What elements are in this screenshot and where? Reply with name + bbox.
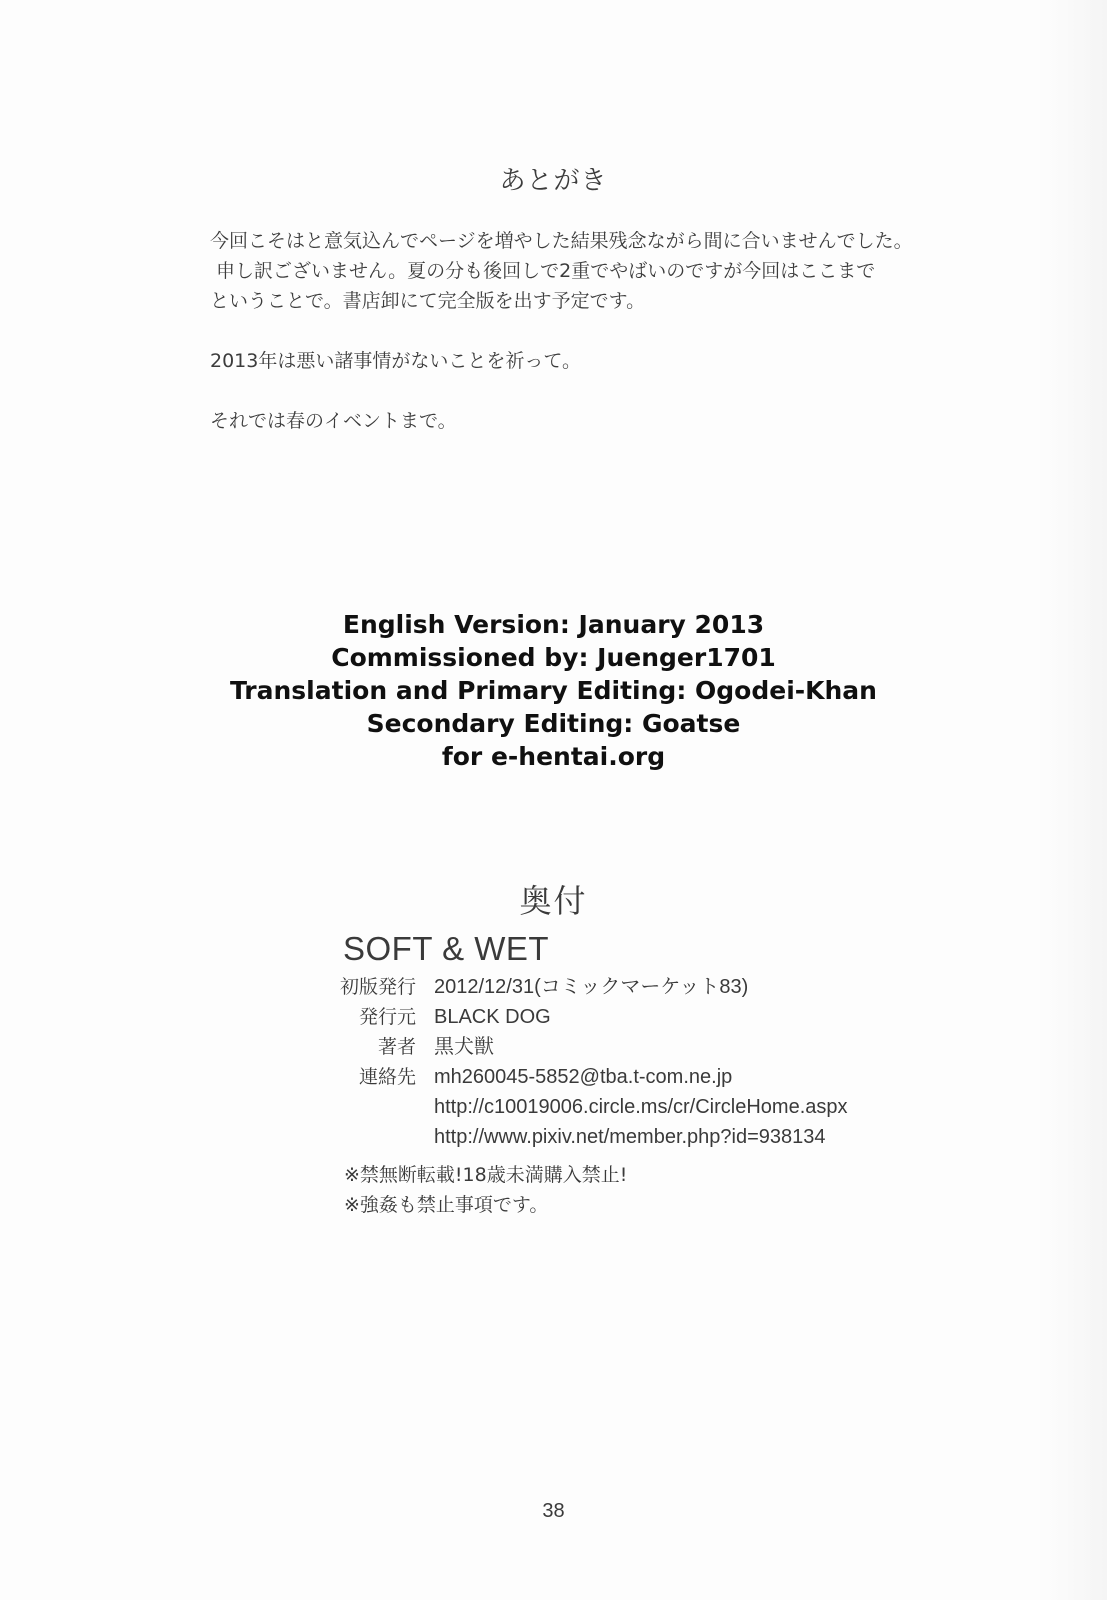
credit-line: for e-hentai.org bbox=[441, 742, 666, 771]
info-row-contact bbox=[330, 1062, 1030, 1092]
info-value: BLACK DOG bbox=[434, 1006, 551, 1028]
contact-url: http://c10019006.circle.ms/cr/CircleHome.aspx bbox=[434, 1096, 848, 1118]
book-title: SOFT & WET bbox=[343, 930, 550, 967]
afterword-line: 2013年は悪い諸事情がないことを祈って。 bbox=[210, 350, 581, 372]
info-label: 連絡先 bbox=[358, 1066, 416, 1088]
info-value: 2012/12/31(コミックマーケット83) bbox=[434, 976, 749, 998]
scan-edge-shadow bbox=[1037, 0, 1107, 1600]
afterword-line: 申し訳ございません。夏の分も後回しで2重でやばいのですが今回はここまで bbox=[210, 260, 876, 282]
page-number: 38 bbox=[542, 1500, 565, 1522]
afterword-body bbox=[210, 226, 970, 436]
contact-email: mh260045-5852@tba.t-com.ne.jp bbox=[434, 1066, 733, 1088]
afterword-line: 今回こそはと意気込んでページを増やした結果残念ながら間に合いませんでした。 bbox=[210, 230, 913, 252]
colophon-info bbox=[330, 972, 1030, 1152]
info-row-publisher bbox=[330, 1002, 1030, 1032]
contact-url: http://www.pixiv.net/member.php?id=938134 bbox=[434, 1126, 826, 1148]
credit-line: Translation and Primary Editing: Ogodei-Khan bbox=[230, 676, 877, 705]
info-label bbox=[330, 1122, 434, 1152]
info-label: 初版発行 bbox=[339, 976, 416, 998]
note-line: ※強姦も禁止事項です。 bbox=[344, 1194, 549, 1216]
info-value: 黒犬獣 bbox=[434, 1036, 494, 1058]
info-label: 著者 bbox=[377, 1036, 416, 1058]
colophon-notes bbox=[344, 1160, 627, 1220]
credit-line: Secondary Editing: Goatse bbox=[366, 709, 741, 738]
info-label bbox=[330, 1092, 434, 1122]
info-row-first-edition bbox=[330, 972, 1030, 1002]
info-label: 発行元 bbox=[358, 1006, 416, 1028]
note-line: ※禁無断転載!18歳未満購入禁止! bbox=[344, 1164, 628, 1186]
afterword-title: あとがき bbox=[499, 166, 608, 196]
afterword-line: ということで。書店卸にて完全版を出す予定です。 bbox=[210, 290, 646, 312]
info-row-url-pixiv bbox=[330, 1122, 1030, 1152]
translation-credits bbox=[0, 608, 1107, 773]
info-row-author bbox=[330, 1032, 1030, 1062]
credit-line: English Version: January 2013 bbox=[342, 610, 765, 639]
afterword-line: それでは春のイベントまで。 bbox=[210, 410, 457, 432]
colophon-title: 奥付 bbox=[519, 882, 588, 920]
info-row-url-circle bbox=[330, 1092, 1030, 1122]
credit-line: Commissioned by: Juenger1701 bbox=[331, 643, 776, 672]
